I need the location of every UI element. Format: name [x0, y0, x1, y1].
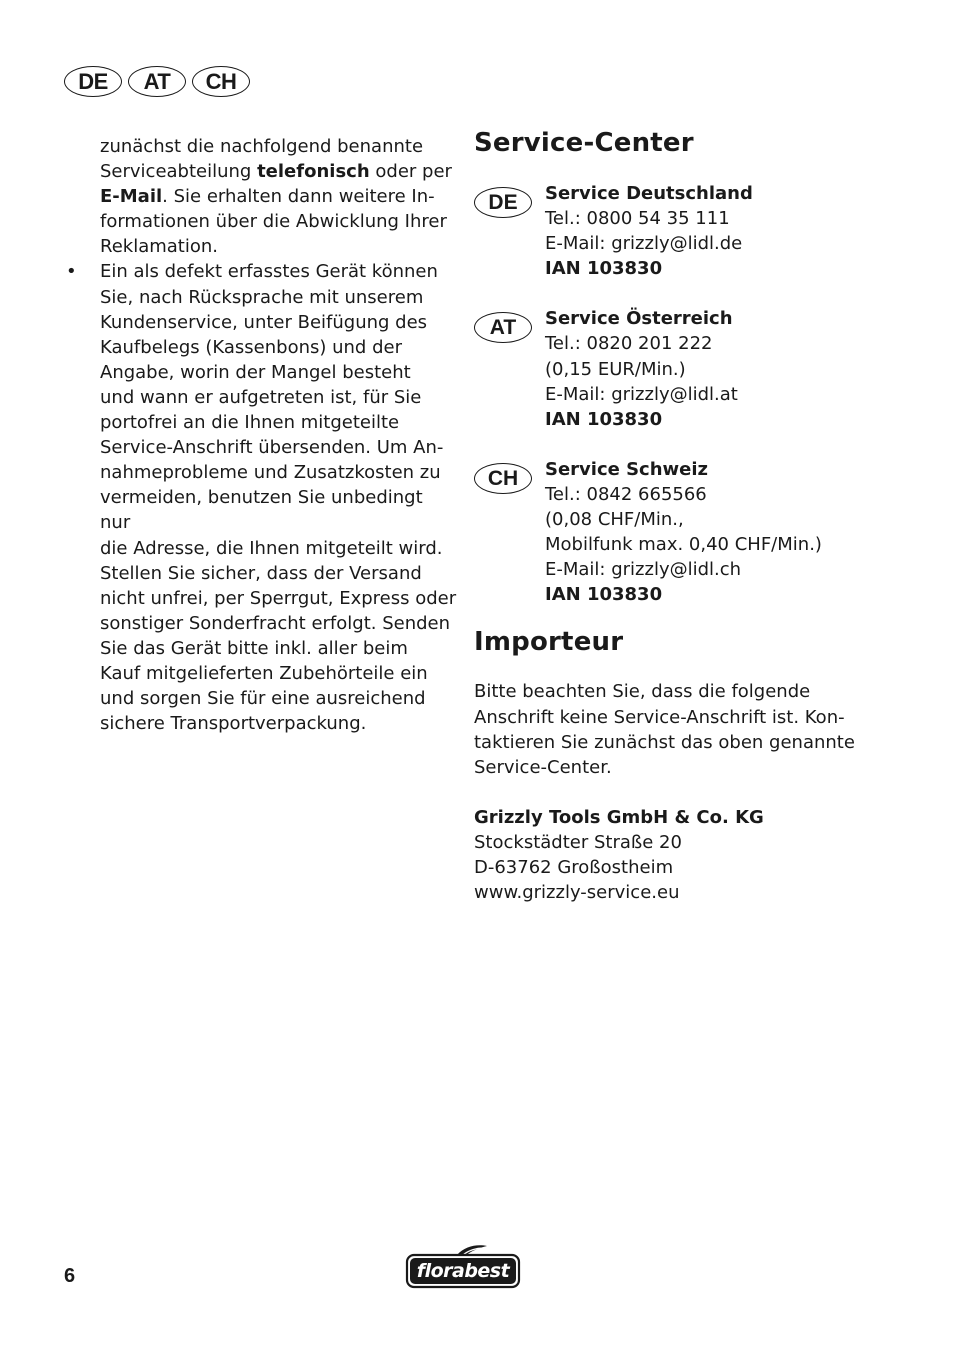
street-line: Stockstädter Straße 20: [474, 831, 682, 853]
bullet-icon: •: [66, 261, 77, 283]
website-link[interactable]: www.grizzly-service.eu: [474, 882, 680, 904]
text-line: Service-Anschrift übersenden. Um An-: [100, 437, 444, 459]
rate-line: (0,08 CHF/Min.,: [545, 509, 684, 531]
email-line: E-Mail: grizzly@lidl.ch: [545, 559, 742, 581]
text-line: Stellen Sie sicher, dass der Versand: [100, 562, 422, 584]
service-block-at: [474, 306, 894, 431]
bold-term-telefonisch: telefonisch: [257, 161, 370, 183]
text-line: formationen über die Abwicklung Ihrer: [100, 211, 447, 233]
service-block-ch: [474, 457, 894, 608]
text-line: [100, 159, 458, 184]
right-column: [474, 126, 894, 905]
badge-de: DE: [64, 66, 122, 97]
service-block-de: [474, 181, 894, 281]
city-line: D-63762 Großostheim: [474, 856, 674, 878]
text-line: Kaufbelegs (Kassenbons) und der: [100, 336, 402, 358]
bold-term-email: E-Mail: [100, 186, 163, 208]
text-line: nicht unfrei, per Sperrgut, Express oder: [100, 587, 457, 609]
badge-at: AT: [128, 66, 186, 97]
ian-number: IAN 103830: [545, 584, 663, 606]
ian-number: IAN 103830: [545, 408, 663, 430]
text-line: taktieren Sie zunächst das oben genannte: [474, 731, 855, 753]
text-line: die Adresse, die Ihnen mitgeteilt wird.: [100, 537, 443, 559]
email-line: E-Mail: grizzly@lidl.at: [545, 383, 738, 405]
text-line: Bitte beachten Sie, dass die folgende: [474, 681, 811, 703]
text-line: Service-Center.: [474, 756, 612, 778]
text-line: sonstiger Sonderfracht erfolgt. Senden: [100, 612, 451, 634]
bullet-text: [100, 259, 458, 736]
phone-line: Tel.: 0800 54 35 111: [545, 208, 730, 230]
florabest-logo-graphic: [405, 1242, 521, 1290]
text-line: Ein als defekt erfasstes Gerät können: [100, 261, 438, 283]
complaint-paragraph: [66, 134, 458, 259]
country-badges: [64, 66, 250, 97]
badge-de: DE: [474, 187, 532, 218]
text-fragment: . Sie erhalten dann weitere In-: [162, 186, 435, 208]
phone-line: Tel.: 0820 201 222: [545, 333, 713, 355]
service-title: Service Österreich: [545, 308, 733, 330]
text-line: Reklamation.: [100, 236, 218, 258]
left-column: [66, 134, 458, 736]
ian-number: IAN 103830: [545, 258, 663, 280]
text-line: Angabe, worin der Mangel besteht: [100, 361, 411, 383]
text-line: Kauf mitgelieferten Zubehörteile ein: [100, 662, 428, 684]
text-fragment: oder per: [369, 161, 452, 183]
company-name: Grizzly Tools GmbH & Co. KG: [474, 806, 764, 828]
text-line: und wann er aufgetreten ist, für Sie: [100, 386, 422, 408]
text-line: Sie, nach Rücksprache mit unserem: [100, 286, 424, 308]
badge-at: AT: [474, 312, 532, 343]
text-line: Anschrift keine Service-Anschrift ist. Kon-: [474, 706, 845, 728]
service-title: Service Deutschland: [545, 183, 753, 204]
text-line: sichere Transportverpackung.: [100, 713, 367, 735]
text-line: zunächst die nachfolgend benannte: [100, 136, 424, 157]
service-title: Service Schweiz: [545, 458, 709, 480]
text-line: vermeiden, benutzen Sie unbedingt nur: [100, 487, 423, 534]
rate-line: (0,15 EUR/Min.): [545, 358, 686, 380]
page-number: 6: [64, 1265, 76, 1287]
rate-line: Mobilfunk max. 0,40 CHF/Min.): [545, 534, 822, 556]
phone-line: Tel.: 0842 665566: [545, 483, 707, 505]
text-line: Sie das Gerät bitte inkl. aller beim: [100, 637, 408, 659]
importer-heading: Importeur: [474, 627, 624, 658]
florabest-logo: [405, 1242, 521, 1294]
bullet-list-item: [66, 259, 458, 736]
email-line: E-Mail: grizzly@lidl.de: [545, 233, 743, 255]
text-fragment: Serviceabteilung: [100, 161, 258, 183]
service-center-heading: Service-Center: [474, 128, 694, 158]
importer-notice: [474, 679, 894, 779]
text-line: portofrei an die Ihnen mitgeteilte: [100, 412, 400, 434]
text-line: und sorgen Sie für eine ausreichend: [100, 688, 426, 710]
badge-ch: CH: [192, 66, 250, 97]
text-line: nahmeprobleme und Zusatzkosten zu: [100, 462, 441, 484]
text-line: Kundenservice, unter Beifügung des: [100, 311, 428, 333]
importer-address: [474, 805, 894, 905]
text-line: [100, 184, 458, 209]
brand-wordmark: florabest: [416, 1260, 510, 1282]
badge-ch: CH: [474, 463, 532, 494]
